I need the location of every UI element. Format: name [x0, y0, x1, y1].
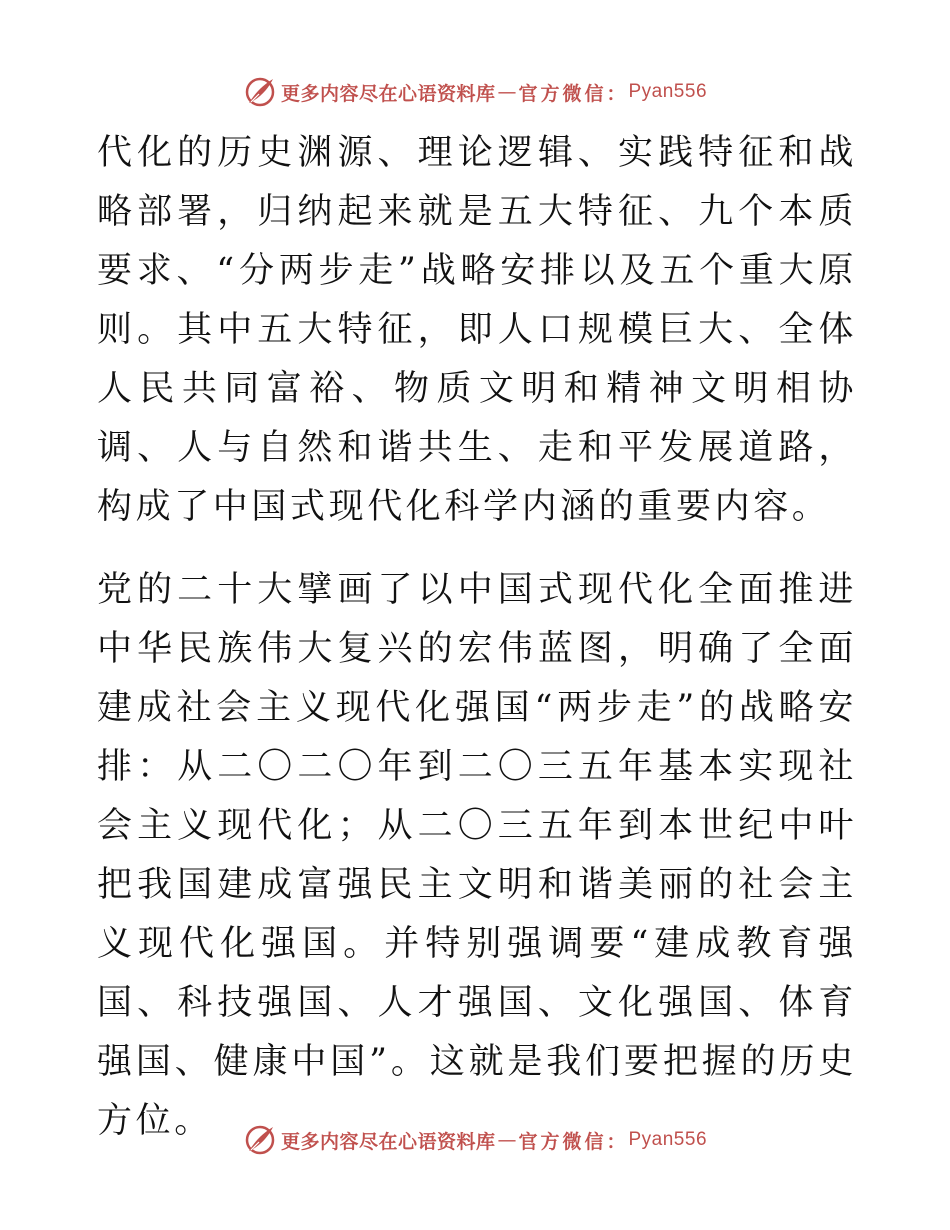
quill-logo-icon	[243, 1123, 277, 1157]
watermark-separator: —	[497, 1129, 517, 1151]
body-paragraph: 代化的历史渊源、理论逻辑、实践特征和战略部署，归纳起来就是五大特征、九个本质要求、“分两步走”战略安排以及五个重大原则。其中五大特征，即人口规模巨大、全体人民共同富裕、物质文明和精神文明相协调、人与自然和谐共生、走和平发展道路，构成了中国式现代化科学内涵的重要内容。	[97, 133, 857, 527]
body-paragraph: 党的二十大擘画了以中国式现代化全面推进中华民族伟大复兴的宏伟蓝图，明确了全面建成社会主义现代化强国“两步走”的战略安排：从二〇二〇年到二〇三五年基本实现社会主义现代化；从二〇三五年到本世纪中叶把我国建成富强民主文明和谐美丽的社会主义现代化强国。并特别强调要“建成教育强国、科技强国、人才强国、文化强国、体育强国、健康中国”。这就是我们要把握的历史方位。	[97, 570, 857, 1141]
quill-logo-icon	[243, 75, 277, 109]
watermark-separator: —	[497, 81, 517, 103]
watermark-text: 更多内容尽在心语资料库	[280, 1130, 496, 1153]
header-watermark	[0, 72, 950, 112]
footer-watermark	[0, 1120, 950, 1160]
watermark-label: 官方微信：	[518, 82, 629, 105]
watermark-label: 官方微信：	[518, 1130, 629, 1153]
watermark-id: Pyan556	[628, 1129, 708, 1150]
document-body	[97, 124, 857, 1151]
watermark-text: 更多内容尽在心语资料库	[280, 82, 496, 105]
watermark-id: Pyan556	[628, 81, 708, 102]
